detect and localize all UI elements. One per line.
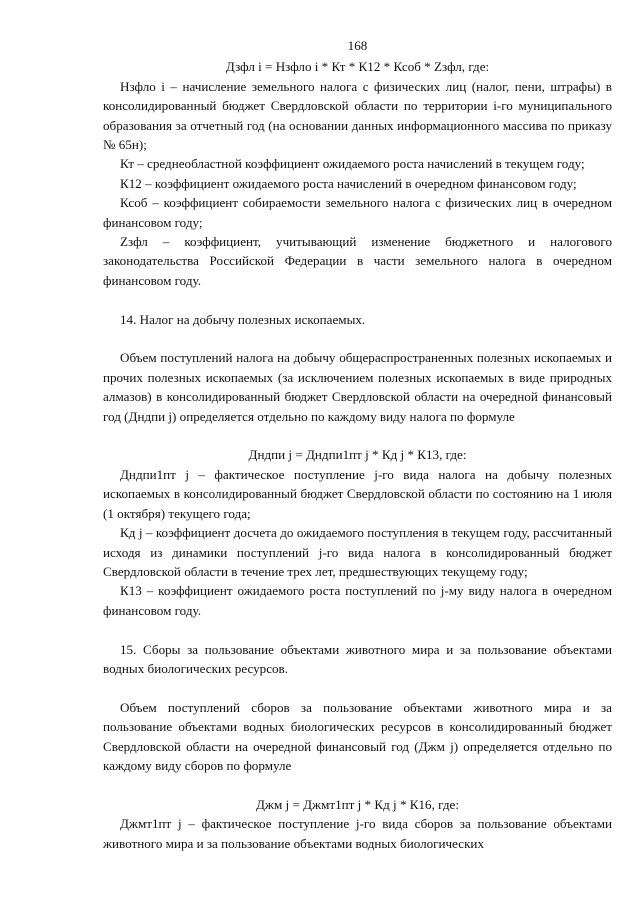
definition-zzfl: Zзфл – коэффициент, учитывающий изменение бюджетного и налогового законодательства Российской Федерации в части земельного налога в очередном финансовом году. <box>103 234 612 288</box>
definition-kd: Кд j – коэффициент досчета до ожидаемого поступления в текущем году, рассчитанный исходя из динамики поступлений j-го вида налога в консолидированный бюджет Свердловской области в течение трех лет, предшествующих текущему году; <box>103 525 612 579</box>
paragraph-wildlife-fees: Объем поступлений сборов за пользование объектами животного мира и за пользование объектами водных биологических ресурсов в консолидированный бюджет Свердловской области на очередной финансовый год (Джм j) определяется отдельно по каждому виду сборов по формуле <box>103 699 612 773</box>
page-number: 168 <box>347 38 368 53</box>
formula-mining-tax: Дндпи j = Дндпи1пт j * Кд j * К13, где: <box>248 447 467 463</box>
definition-kt: Кт – среднеобластной коэффициент ожидаемого роста начислений в текущем году; <box>120 156 585 172</box>
spacer <box>103 426 612 445</box>
spacer <box>103 620 612 639</box>
section-heading-14: 14. Налог на добычу полезных ископаемых. <box>120 311 366 327</box>
definition-ksob: Ксоб – коэффициент собираемости земельного налога с физических лиц в очередном финансовом году; <box>103 195 612 230</box>
document-page <box>103 36 612 853</box>
paragraph-mining-tax: Объем поступлений налога на добычу общераспространенных полезных ископаемых и прочих полезных ископаемых (за исключением полезных ископаемых в виде природных алмазов) в консолидированный бюджет Свердловской области на очередной финансовый год (Дндпи j) определяется отдельно по каждому виду налога по формуле <box>103 350 612 424</box>
spacer <box>103 678 612 697</box>
formula-wildlife-fees: Джм j = Джмт1пт j * Кд j * К16, где: <box>256 796 459 812</box>
spacer <box>103 775 612 794</box>
definition-dzhmt1pt: Джмт1пт j – фактическое поступление j-го вида сборов за пользование объектами животного мира и за пользование объектами водных биологических <box>103 816 612 851</box>
definition-k13: К13 – коэффициент ожидаемого роста поступлений по j-му виду налога в очередном финансовом году. <box>103 583 612 618</box>
definition-dndpi1pt: Дндпи1пт j – фактическое поступление j-го вида налога на добычу полезных ископаемых в консолидированный бюджет Свердловской области по состоянию на 1 июля (1 октября) текущего года; <box>103 466 612 521</box>
section-heading-15: 15. Сборы за пользование объектами животного мира и за пользование объектами водных биологических ресурсов. <box>103 641 612 676</box>
definition-nzflo: Нзфло i – начисление земельного налога с физических лиц (налог, пени, штрафы) в консолидированный бюджет Свердловской области по территории i-го муниципального образования за отчетный год (на основании данных информационного массива по приказу № 65н); <box>103 78 612 153</box>
definition-k12: К12 – коэффициент ожидаемого роста начислений в очередном финансовом году; <box>120 175 577 191</box>
formula-land-tax: Дзфл i = Нзфло i * Кт * К12 * Ксоб * Zзфл, где: <box>225 59 490 75</box>
spacer <box>103 329 612 348</box>
spacer <box>103 290 612 309</box>
